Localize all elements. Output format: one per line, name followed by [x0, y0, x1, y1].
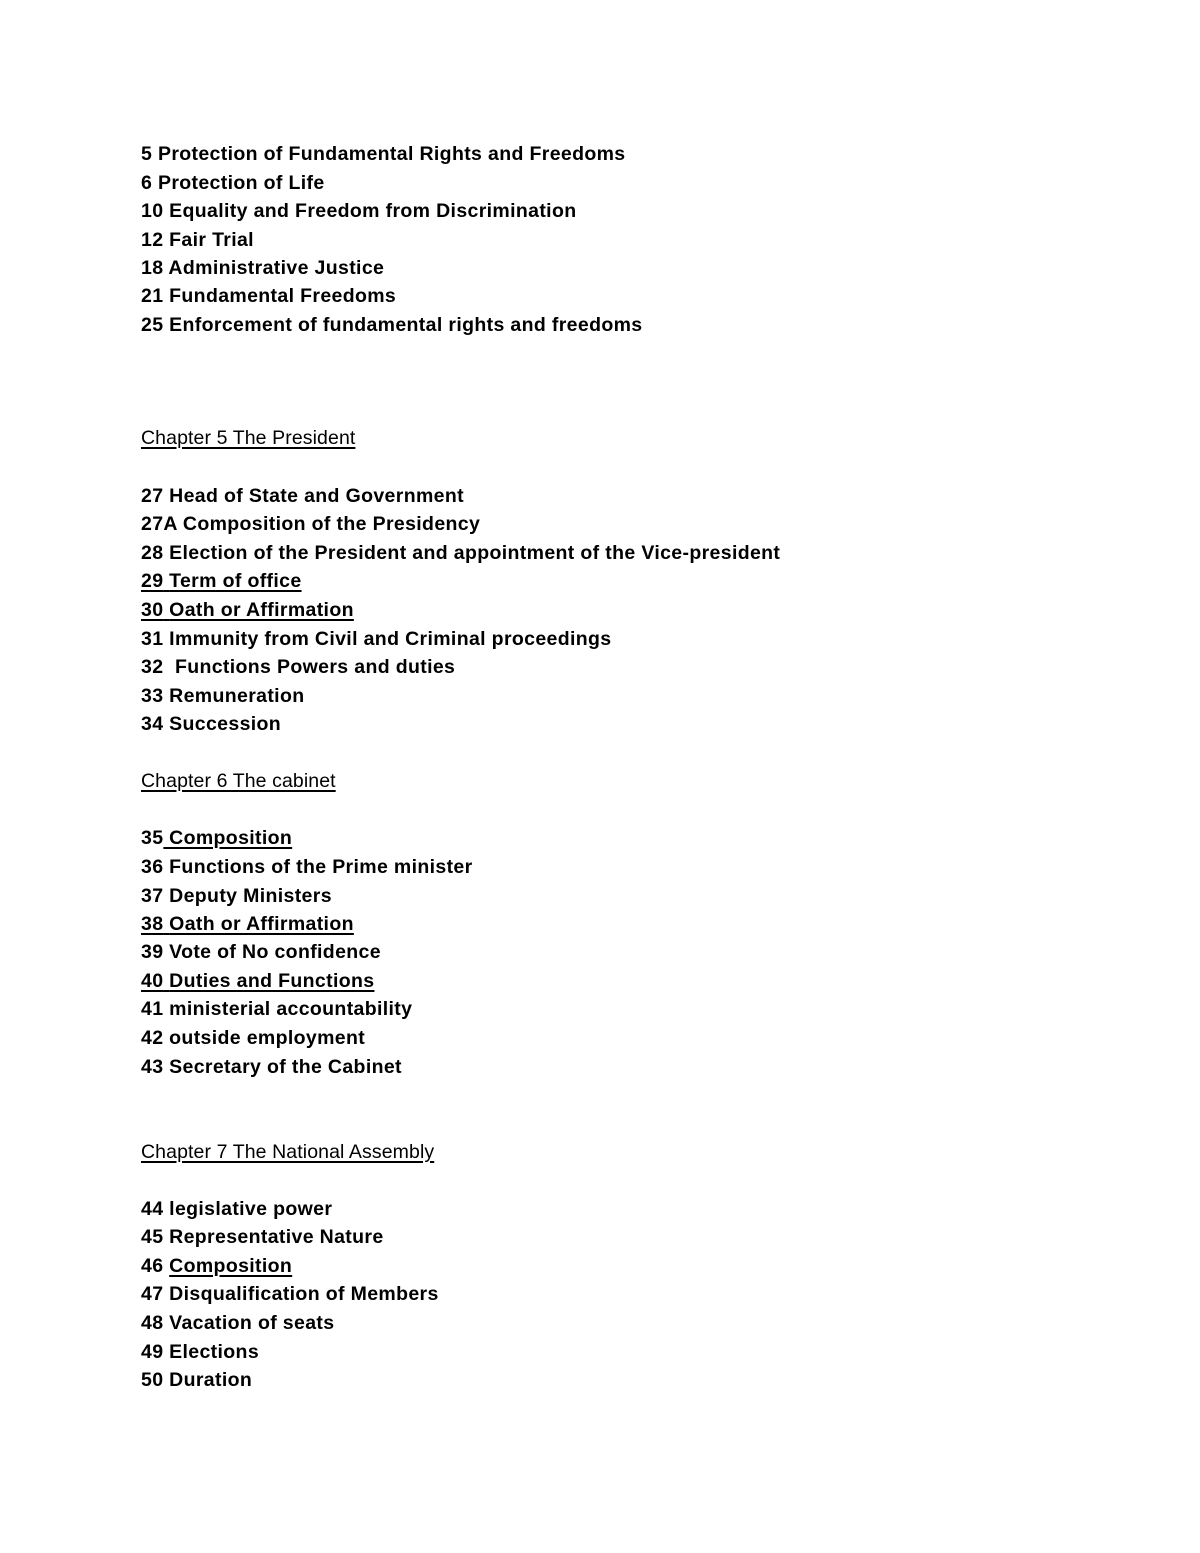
chapter-heading: Chapter 7 The National Assembly: [141, 1141, 435, 1163]
section-number: 48: [141, 1312, 164, 1334]
section-number: 37: [141, 885, 164, 907]
list-item: [141, 598, 354, 622]
section-title: Representative Nature: [169, 1226, 384, 1248]
section-number: 47: [141, 1283, 164, 1305]
section-title: legislative power: [169, 1198, 333, 1220]
list-item: [141, 569, 302, 593]
section-number: 38: [141, 913, 164, 935]
section-title: Composition of the Presidency: [182, 513, 481, 535]
section-title: Vacation of seats: [169, 1312, 335, 1334]
list-item: [141, 684, 304, 708]
section-number: 41: [141, 998, 164, 1020]
section-number: 45: [141, 1226, 164, 1248]
list-item: [141, 1055, 402, 1079]
section-number: 33: [141, 685, 164, 707]
list-item: 6 Protection of Life: [141, 172, 325, 194]
list-item: 10 Equality and Freedom from Discrimination: [141, 200, 577, 222]
list-item: 5 Protection of Fundamental Rights and Freedoms: [141, 143, 626, 165]
list-item: 25 Enforcement of fundamental rights and freedoms: [141, 314, 643, 336]
section-number: 32: [141, 656, 164, 678]
section-number: 30: [141, 599, 164, 621]
section-number: 46: [141, 1255, 164, 1277]
list-item: [141, 655, 455, 679]
list-item: [141, 940, 381, 964]
section-number: 39: [141, 941, 164, 963]
list-item: [141, 484, 464, 508]
list-item: [141, 1225, 384, 1249]
section-title: ministerial accountability: [169, 998, 413, 1020]
section-title: Composition: [163, 827, 293, 849]
section-number: 43: [141, 1056, 164, 1078]
section-title: Disqualification of Members: [169, 1283, 439, 1305]
section-number: 50: [141, 1369, 164, 1391]
list-item: [141, 1282, 439, 1306]
section-title: Deputy Ministers: [169, 885, 332, 907]
section-number: 49: [141, 1341, 164, 1363]
section-title: Remuneration: [169, 685, 305, 707]
section-number: 34: [141, 713, 164, 735]
list-item: [141, 884, 332, 908]
list-item: [141, 1197, 332, 1221]
section-title: Oath or Affirmation: [169, 913, 354, 935]
section-title: outside employment: [169, 1027, 366, 1049]
list-item: 12 Fair Trial: [141, 229, 254, 251]
section-title: Head of State and Government: [169, 485, 464, 507]
section-title: Duration: [169, 1369, 253, 1391]
list-item: [141, 826, 292, 850]
list-item: [141, 1311, 334, 1335]
list-item: [141, 1368, 252, 1392]
section-title: Term of office: [169, 570, 302, 592]
section-number: 36: [141, 856, 164, 878]
chapter-heading: Chapter 6 The cabinet: [141, 770, 336, 792]
list-item: [141, 969, 374, 993]
section-number: 29: [141, 570, 164, 592]
section-number: 35: [141, 827, 164, 849]
list-item: [141, 855, 473, 879]
section-number: 27A: [141, 513, 178, 535]
list-item: [141, 512, 480, 536]
list-item: [141, 627, 611, 651]
chapter-heading: Chapter 5 The President: [141, 427, 356, 449]
list-item: [141, 912, 354, 936]
section-number: 31: [141, 628, 164, 650]
section-title: Succession: [169, 713, 282, 735]
list-item: [141, 712, 281, 736]
list-item: [141, 997, 412, 1021]
list-item: [141, 1026, 365, 1050]
list-item: 21 Fundamental Freedoms: [141, 285, 397, 307]
section-title: Elections: [169, 1341, 260, 1363]
section-title: Functions Powers and duties: [169, 656, 456, 678]
section-title: Vote of No confidence: [169, 941, 381, 963]
section-number: 44: [141, 1198, 164, 1220]
section-title: Oath or Affirmation: [169, 599, 354, 621]
section-number: 40: [141, 970, 164, 992]
section-title: Duties and Functions: [169, 970, 375, 992]
list-item: [141, 1254, 292, 1278]
section-title: Election of the President and appointment of the Vice-president: [169, 542, 781, 564]
section-number: 42: [141, 1027, 164, 1049]
list-item: 18 Administrative Justice: [141, 257, 385, 279]
section-title: Composition: [169, 1255, 293, 1277]
section-number: 28: [141, 542, 164, 564]
list-item: [141, 1340, 259, 1364]
section-title: Immunity from Civil and Criminal proceedings: [169, 628, 612, 650]
section-title: Secretary of the Cabinet: [169, 1056, 402, 1078]
section-title: Functions of the Prime minister: [169, 856, 473, 878]
section-number: 27: [141, 485, 164, 507]
list-item: [141, 541, 780, 565]
